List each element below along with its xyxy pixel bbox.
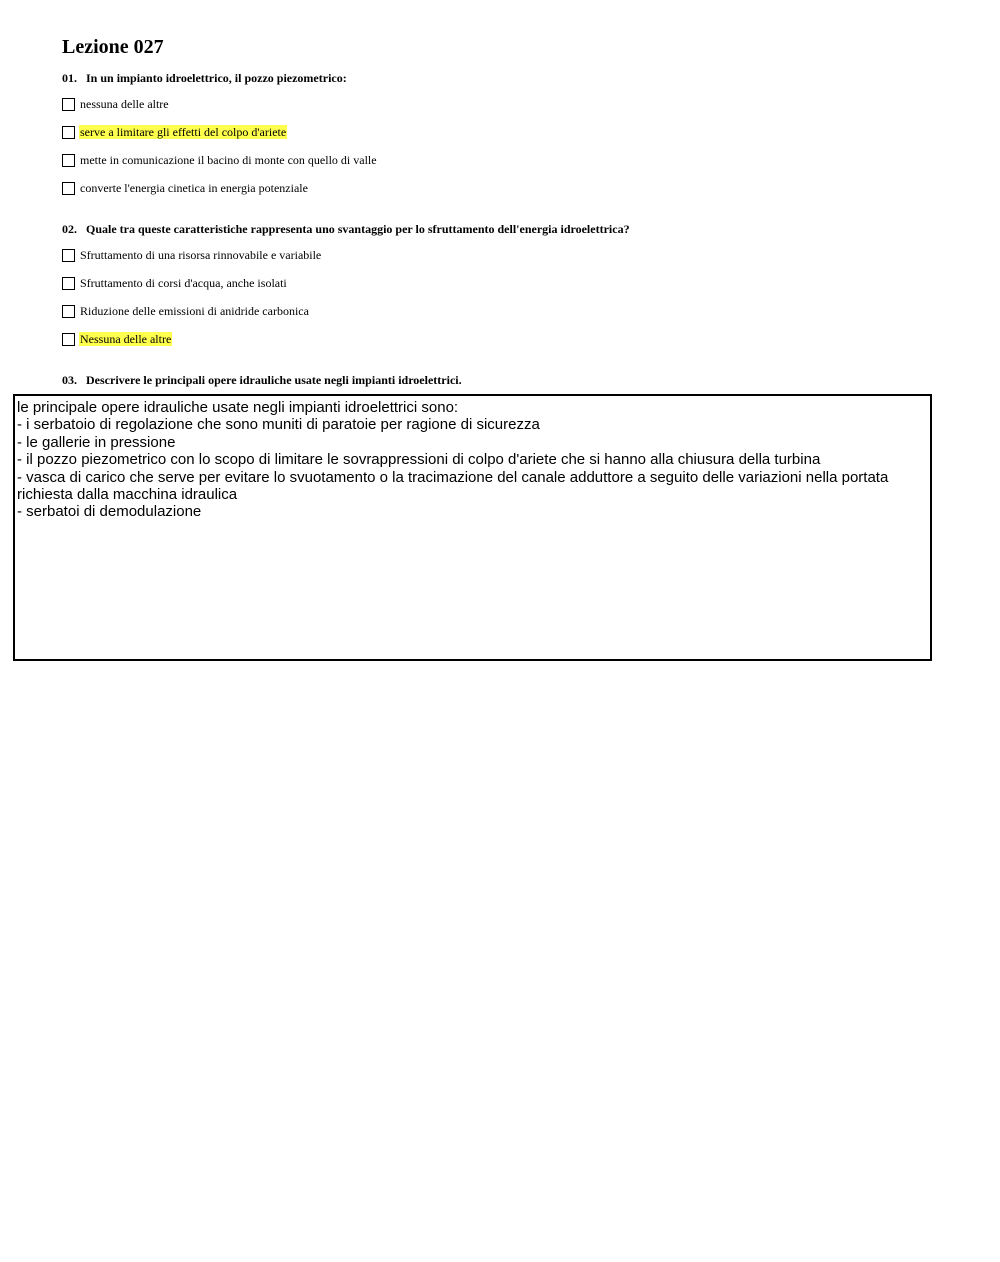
answer-line: - le gallerie in pressione [17, 433, 176, 451]
question-01-option-1[interactable] [62, 96, 170, 112]
answer-line: - serbatoi di demodulazione [17, 503, 202, 521]
question-text: In un impianto idroelettrico, il pozzo piezometrico: [86, 71, 347, 85]
question-02-option-4[interactable] [62, 331, 172, 347]
question-01-heading [62, 70, 347, 86]
checkbox[interactable] [62, 182, 75, 195]
question-03-heading [62, 372, 462, 388]
checkbox[interactable] [62, 249, 75, 262]
question-number: 03. [62, 373, 77, 387]
question-01-option-2[interactable] [62, 124, 287, 140]
option-label: mette in comunicazione il bacino di monte con quello di valle [80, 153, 377, 167]
answer-line: - vasca di carico che serve per evitare lo svuotamento o la tracimazione del canale adduttore a seguito delle variazioni nella portata richiesta dalla macchina idraulica [17, 468, 889, 504]
question-02-option-1[interactable] [62, 247, 322, 263]
question-02-option-3[interactable] [62, 303, 310, 319]
option-label: Sfruttamento di corsi d'acqua, anche isolati [80, 276, 287, 290]
question-01-option-3[interactable] [62, 152, 378, 168]
answer-line: - i serbatoio di regolazione che sono muniti di paratoie per ragione di sicurezza [17, 416, 540, 434]
question-text: Descrivere le principali opere idrauliche usate negli impianti idroelettrici. [86, 373, 462, 387]
question-01-option-4[interactable] [62, 180, 309, 196]
option-label: nessuna delle altre [80, 97, 169, 111]
question-02-heading [62, 221, 630, 237]
checkbox[interactable] [62, 333, 75, 346]
option-label: Riduzione delle emissioni di anidride carbonica [80, 304, 309, 318]
option-label: Sfruttamento di una risorsa rinnovabile e variabile [80, 248, 322, 262]
question-number: 02. [62, 222, 77, 236]
answer-text-box[interactable] [13, 394, 932, 661]
checkbox[interactable] [62, 277, 75, 290]
option-label-highlighted: Nessuna delle altre [80, 332, 172, 346]
answer-line: le principale opere idrauliche usate negli impianti idroelettrici sono: [17, 399, 459, 416]
page-title: Lezione 027 [62, 36, 164, 58]
answer-line: - il pozzo piezometrico con lo scopo di limitare le sovrappressioni di colpo d'ariete che si hanno alla chiusura della turbina [17, 451, 821, 469]
checkbox[interactable] [62, 154, 75, 167]
option-label: converte l'energia cinetica in energia potenziale [80, 181, 308, 195]
checkbox[interactable] [62, 126, 75, 139]
checkbox[interactable] [62, 305, 75, 318]
question-02-option-2[interactable] [62, 275, 288, 291]
question-number: 01. [62, 71, 77, 85]
question-text: Quale tra queste caratteristiche rappresenta uno svantaggio per lo sfruttamento dell'energia idroelettrica? [86, 222, 630, 236]
checkbox[interactable] [62, 98, 75, 111]
option-label-highlighted: serve a limitare gli effetti del colpo d'ariete [80, 125, 287, 139]
